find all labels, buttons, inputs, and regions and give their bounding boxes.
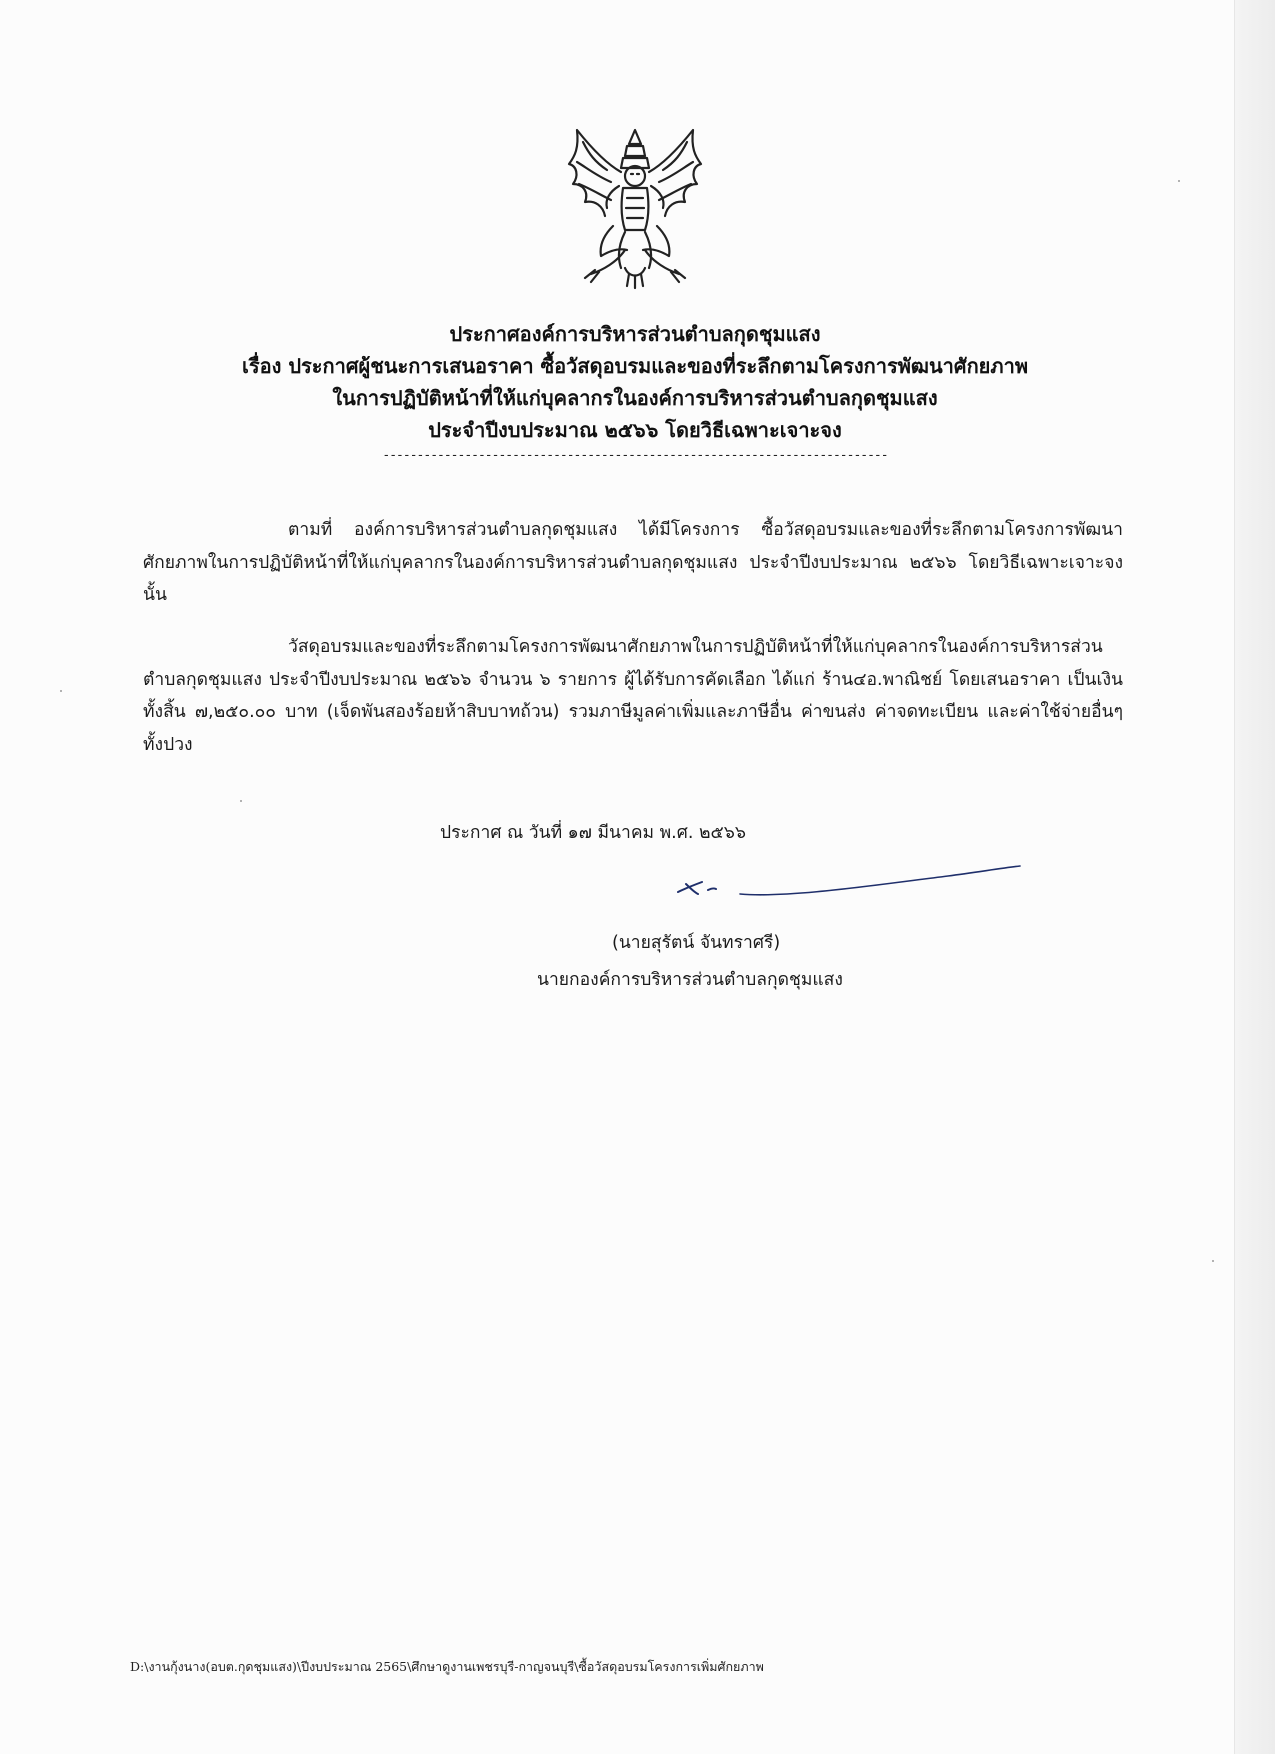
scan-speck <box>1212 1260 1214 1262</box>
signer-name: (นายสุรัตน์ จันทราศรี) <box>612 933 781 953</box>
scan-edge <box>1234 0 1275 1754</box>
signer-title: นายกองค์การบริหารส่วนตำบลกุดชุมแสง <box>537 970 843 990</box>
subject-line-fiscal-year: ประจำปีงบประมาณ ๒๕๖๖ โดยวิธีเฉพาะเจาะจง <box>428 418 842 442</box>
header-divider: -------------------------------------------------------------------------- <box>382 448 888 463</box>
subject-line-continued: ในการปฏิบัติหน้าที่ให้แก่บุคลากรในองค์การบริหารส่วนตำบลกุดชุมแสง <box>332 386 938 410</box>
announcement-header <box>130 318 1140 464</box>
scan-speck <box>240 800 242 802</box>
garuda-emblem-icon <box>555 122 715 292</box>
scan-speck <box>1178 180 1180 182</box>
body-paragraph-1: ตามที่ องค์การบริหารส่วนตำบลกุดชุมแสง ได้มีโครงการ ซื้อวัสดุอบรมและของที่ระลึกตามโครงการพัฒนาศักยภาพในการปฏิบัติหน้าที่ให้แก่บุคลากรในองค์การบริหารส่วนตำบลกุดชุมแสง ประจำปีงบประมาณ ๒๕๖๖ โดยวิธีเฉพาะเจาะจง นั้น <box>143 520 1123 605</box>
subject-line: เรื่อง ประกาศผู้ชนะการเสนอราคา ซื้อวัสดุอบรมและของที่ระลึกตามโครงการพัฒนาศักยภาพ <box>242 354 1028 378</box>
organization-announcement-title: ประกาศองค์การบริหารส่วนตำบลกุดชุมแสง <box>449 322 821 346</box>
footer-file-path: D:\งานกุ้งนาง(อบต.กุดชุมแสง)\ปีงบประมาณ 2565\ศึกษาดูงานเพชรบุรี-กาญจนบุรี\ซื้อวัสดุอบรมโครงการเพิ่มศักยภาพ <box>130 1659 764 1674</box>
scan-speck <box>60 690 62 692</box>
body-paragraph-2: วัสดุอบรมและของที่ระลึกตามโครงการพัฒนาศักยภาพในการปฏิบัติหน้าที่ให้แก่บุคลากรในองค์การบริหารส่วนตำบลกุดชุมแสง ประจำปีงบประมาณ ๒๕๖๖ จำนวน ๖ รายการ ผู้ได้รับการคัดเลือก ได้แก่ ร้าน๔อ.พาณิชย์ โดยเสนอราคา เป็นเงินทั้งสิ้น ๗,๒๕๐.๐๐ บาท (เจ็ดพันสองร้อยห้าสิบบาทถ้วน) รวมภาษีมูลค่าเพิ่มและภาษีอื่น ค่าขนส่ง ค่าจดทะเบียน และค่าใช้จ่ายอื่นๆ ทั้งปวง <box>143 637 1123 755</box>
announcement-date: ประกาศ ณ วันที่ ๑๗ มีนาคม พ.ศ. ๒๕๖๖ <box>440 823 746 843</box>
signature-mark <box>668 858 1028 908</box>
